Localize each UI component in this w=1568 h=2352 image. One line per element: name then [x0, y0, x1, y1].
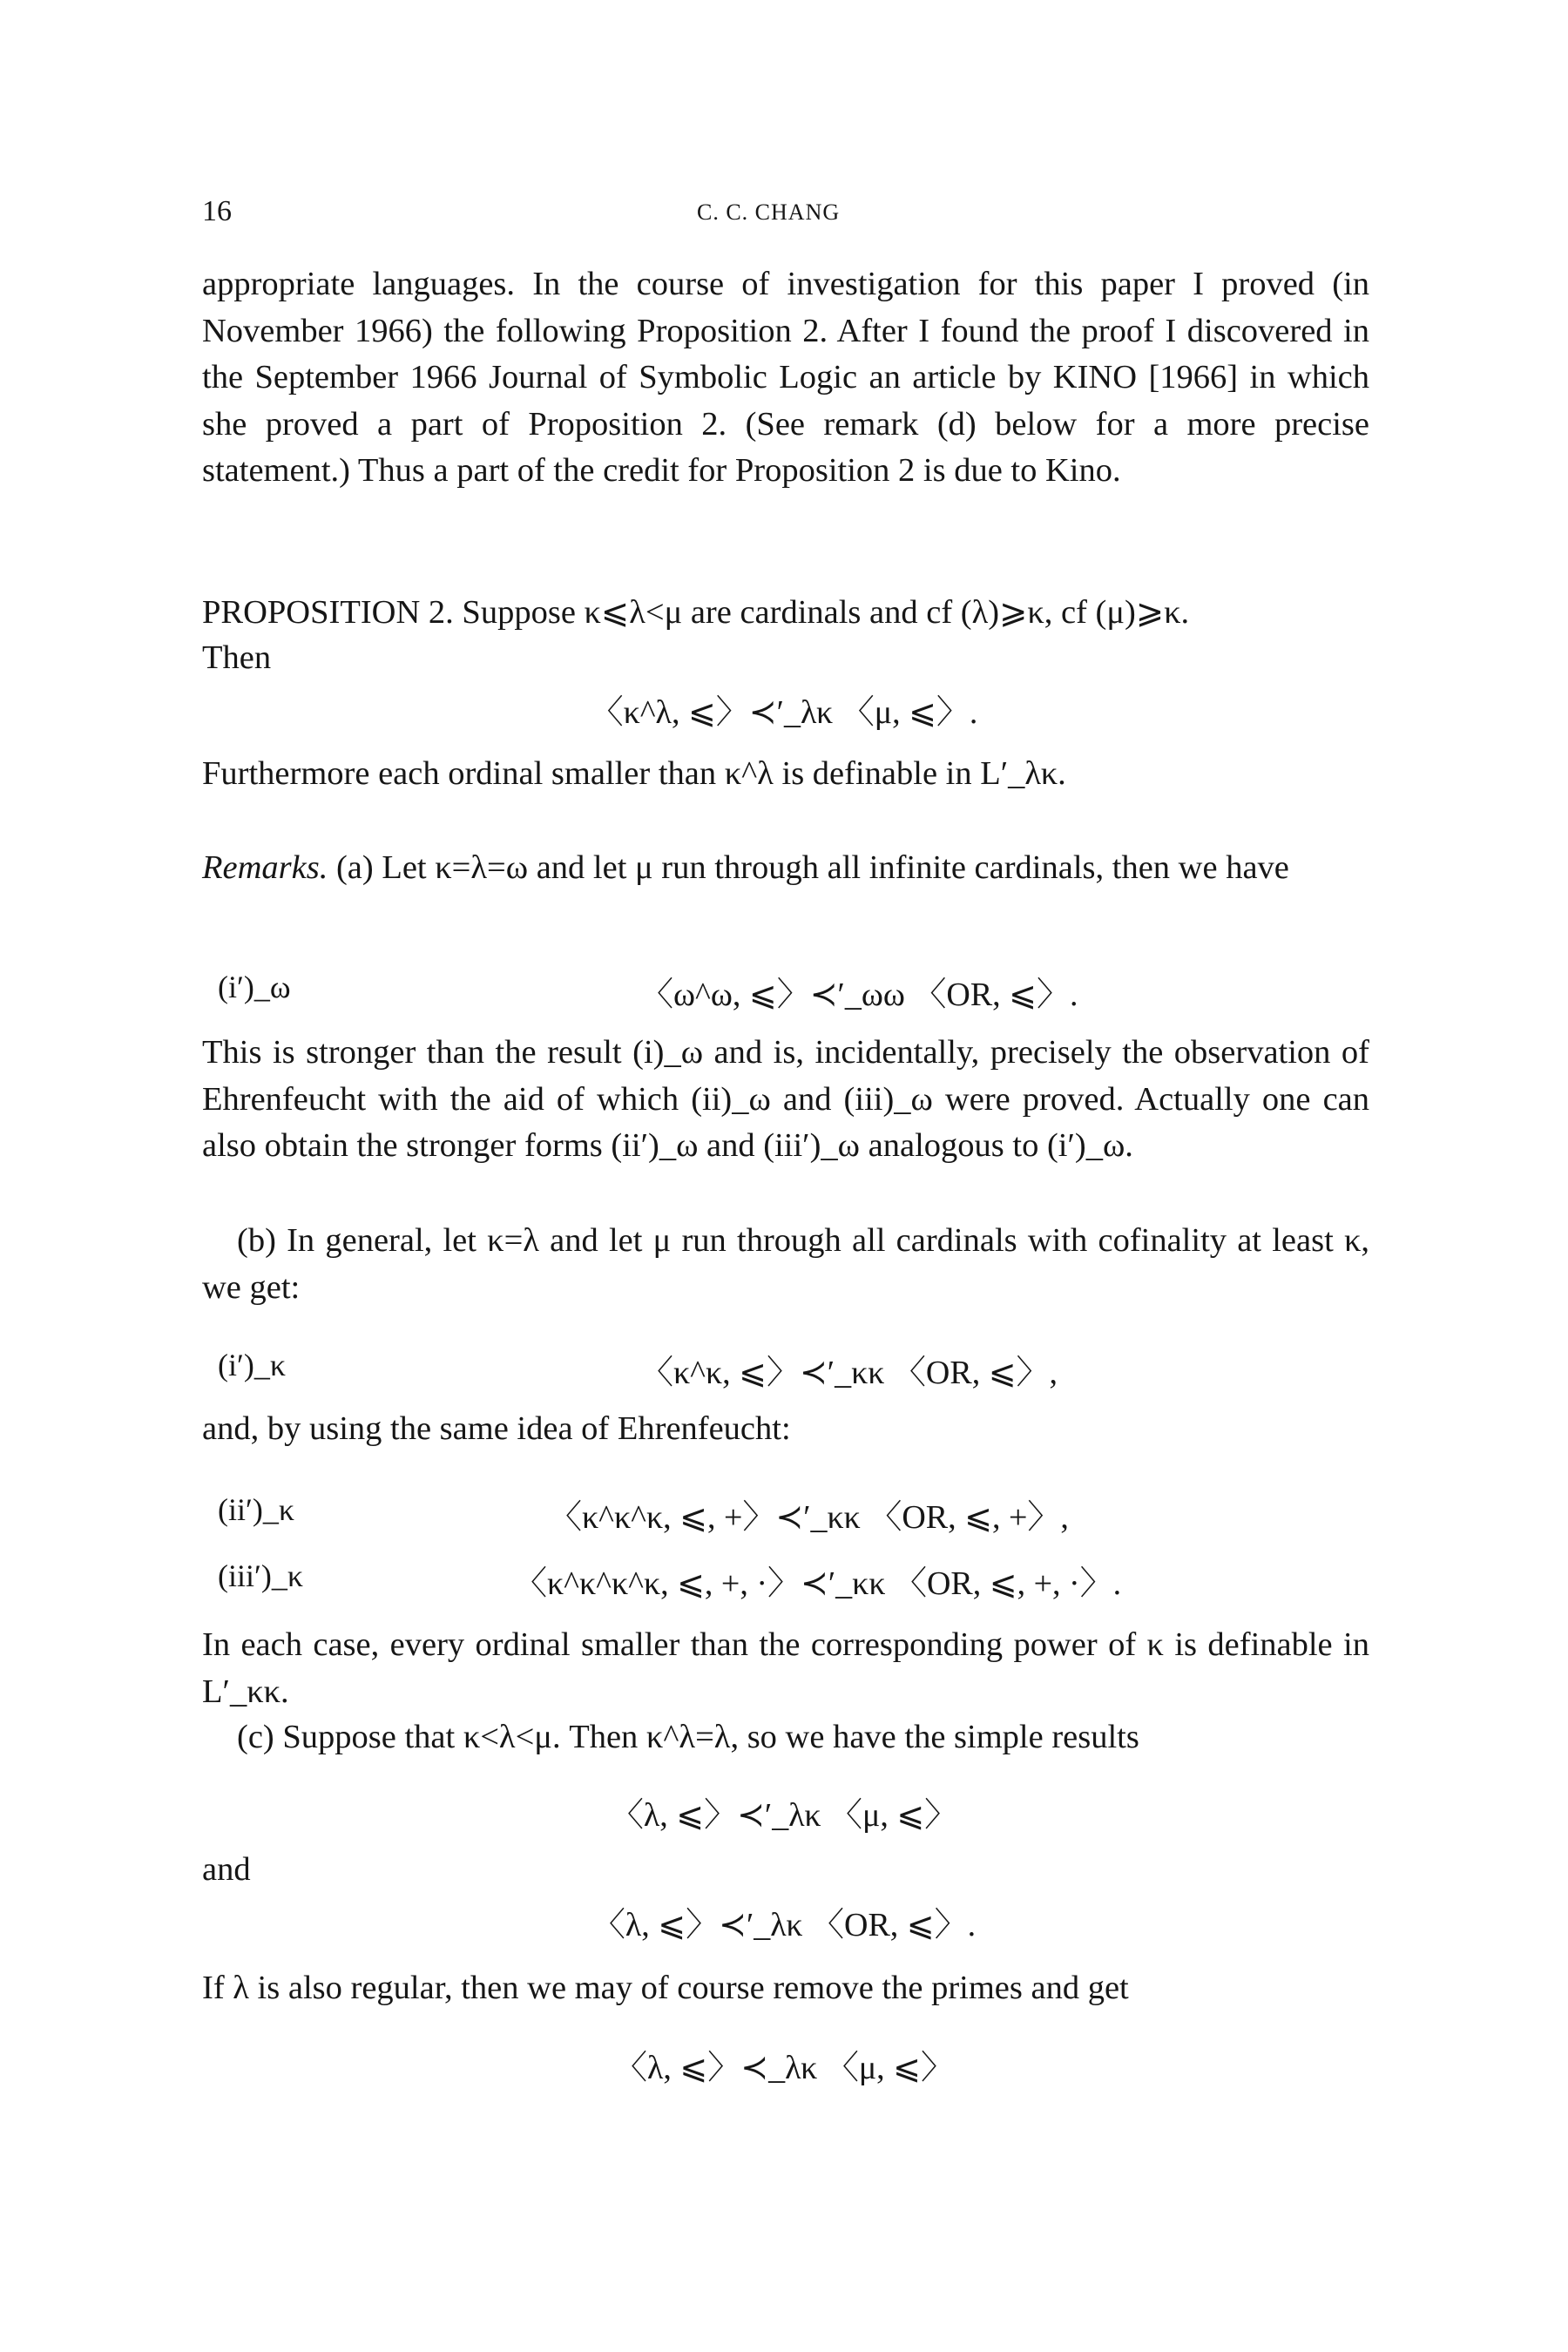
- formula-c-2: 〈λ, ⩽〉≺′_λκ 〈OR, ⩽〉.: [591, 1907, 977, 1943]
- remark-a-body: (a) Let κ=λ=ω and let μ run through all infinite cardinals, then we have: [335, 849, 1289, 886]
- remark-b-text: (b) In general, let κ=λ and let μ run through all cardinals with cofinality at least κ, we get:: [202, 1222, 1369, 1306]
- remark-a-after: This is stronger than the result (i)_ω and is, incidentally, precisely the observation of Ehrenfeucht with the aid of which (ii)_ω and (iii)_ω were proved. Actually one can also obtain the stronger forms (ii′)_ω and (iii′)_ω analogous to (i′)_ω.: [202, 1034, 1369, 1164]
- remark-b-mid: and, by using the same idea of Ehrenfeucht:: [202, 1410, 791, 1447]
- remark-a-text: [202, 845, 1369, 892]
- formula-label-i-omega: (i′)_ω: [218, 970, 291, 1004]
- remark-c-and: and: [202, 1851, 251, 1888]
- formula-c-1: 〈λ, ⩽〉≺′_λκ 〈μ, ⩽〉: [610, 1797, 958, 1834]
- proposition-label: PROPOSITION 2.: [202, 594, 454, 631]
- formula-c-3: 〈λ, ⩽〉≺_λκ 〈μ, ⩽〉: [613, 2050, 955, 2086]
- formula-i-omega: 〈ω^ω, ⩽〉≺′_ωω 〈OR, ⩽〉.: [640, 977, 1078, 1013]
- formula-label-iii-kappa: (iii′)_κ: [218, 1558, 303, 1593]
- proposition-statement: [202, 590, 1369, 637]
- proposition-formula: 〈κ^λ, ⩽〉≺′_λκ 〈μ, ⩽〉.: [590, 694, 978, 731]
- remark-b-after: In each case, every ordinal smaller than the corresponding power of κ is definable in L′_κκ.: [202, 1626, 1369, 1710]
- formula-ii-kappa: 〈κ^κ^κ, ⩽, +〉≺′_κκ 〈OR, ⩽, +〉,: [549, 1499, 1069, 1536]
- running-title: C. C. CHANG: [697, 199, 841, 225]
- proposition-furthermore: Furthermore each ordinal smaller than κ^λ is definable in L′_λκ.: [202, 755, 1066, 792]
- formula-label-i-kappa: (i′)_κ: [218, 1348, 286, 1382]
- proposition-then: Then: [202, 639, 272, 676]
- intro-paragraph: appropriate languages. In the course of investigation for this paper I proved (in November 1966) the following Proposition 2. After I found the proof I discovered in the September 1966 Journal of Symbolic Logic an article by KINO [1966] in which she proved a part of Proposition 2. (See remark (d) below for a more precise statement.) Thus a part of the credit for Proposition 2 is due to Kino.: [202, 266, 1369, 489]
- remark-c-after: If λ is also regular, then we may of course remove the primes and get: [202, 1970, 1129, 2006]
- formula-label-ii-kappa: (ii′)_κ: [218, 1492, 294, 1527]
- formula-i-kappa: 〈κ^κ, ⩽〉≺′_κκ 〈OR, ⩽〉,: [640, 1355, 1058, 1391]
- remark-c-text: (c) Suppose that κ<λ<μ. Then κ^λ=λ, so we have the simple results: [237, 1719, 1139, 1755]
- page-number: 16: [202, 195, 232, 227]
- proposition-text: Suppose κ⩽λ<μ are cardinals and cf (λ)⩾κ, cf (μ)⩾κ.: [462, 594, 1190, 631]
- formula-iii-kappa: 〈κ^κ^κ^κ, ⩽, +, ·〉≺′_κκ 〈OR, ⩽, +, ·〉.: [514, 1565, 1122, 1602]
- remarks-heading: Remarks.: [202, 849, 328, 886]
